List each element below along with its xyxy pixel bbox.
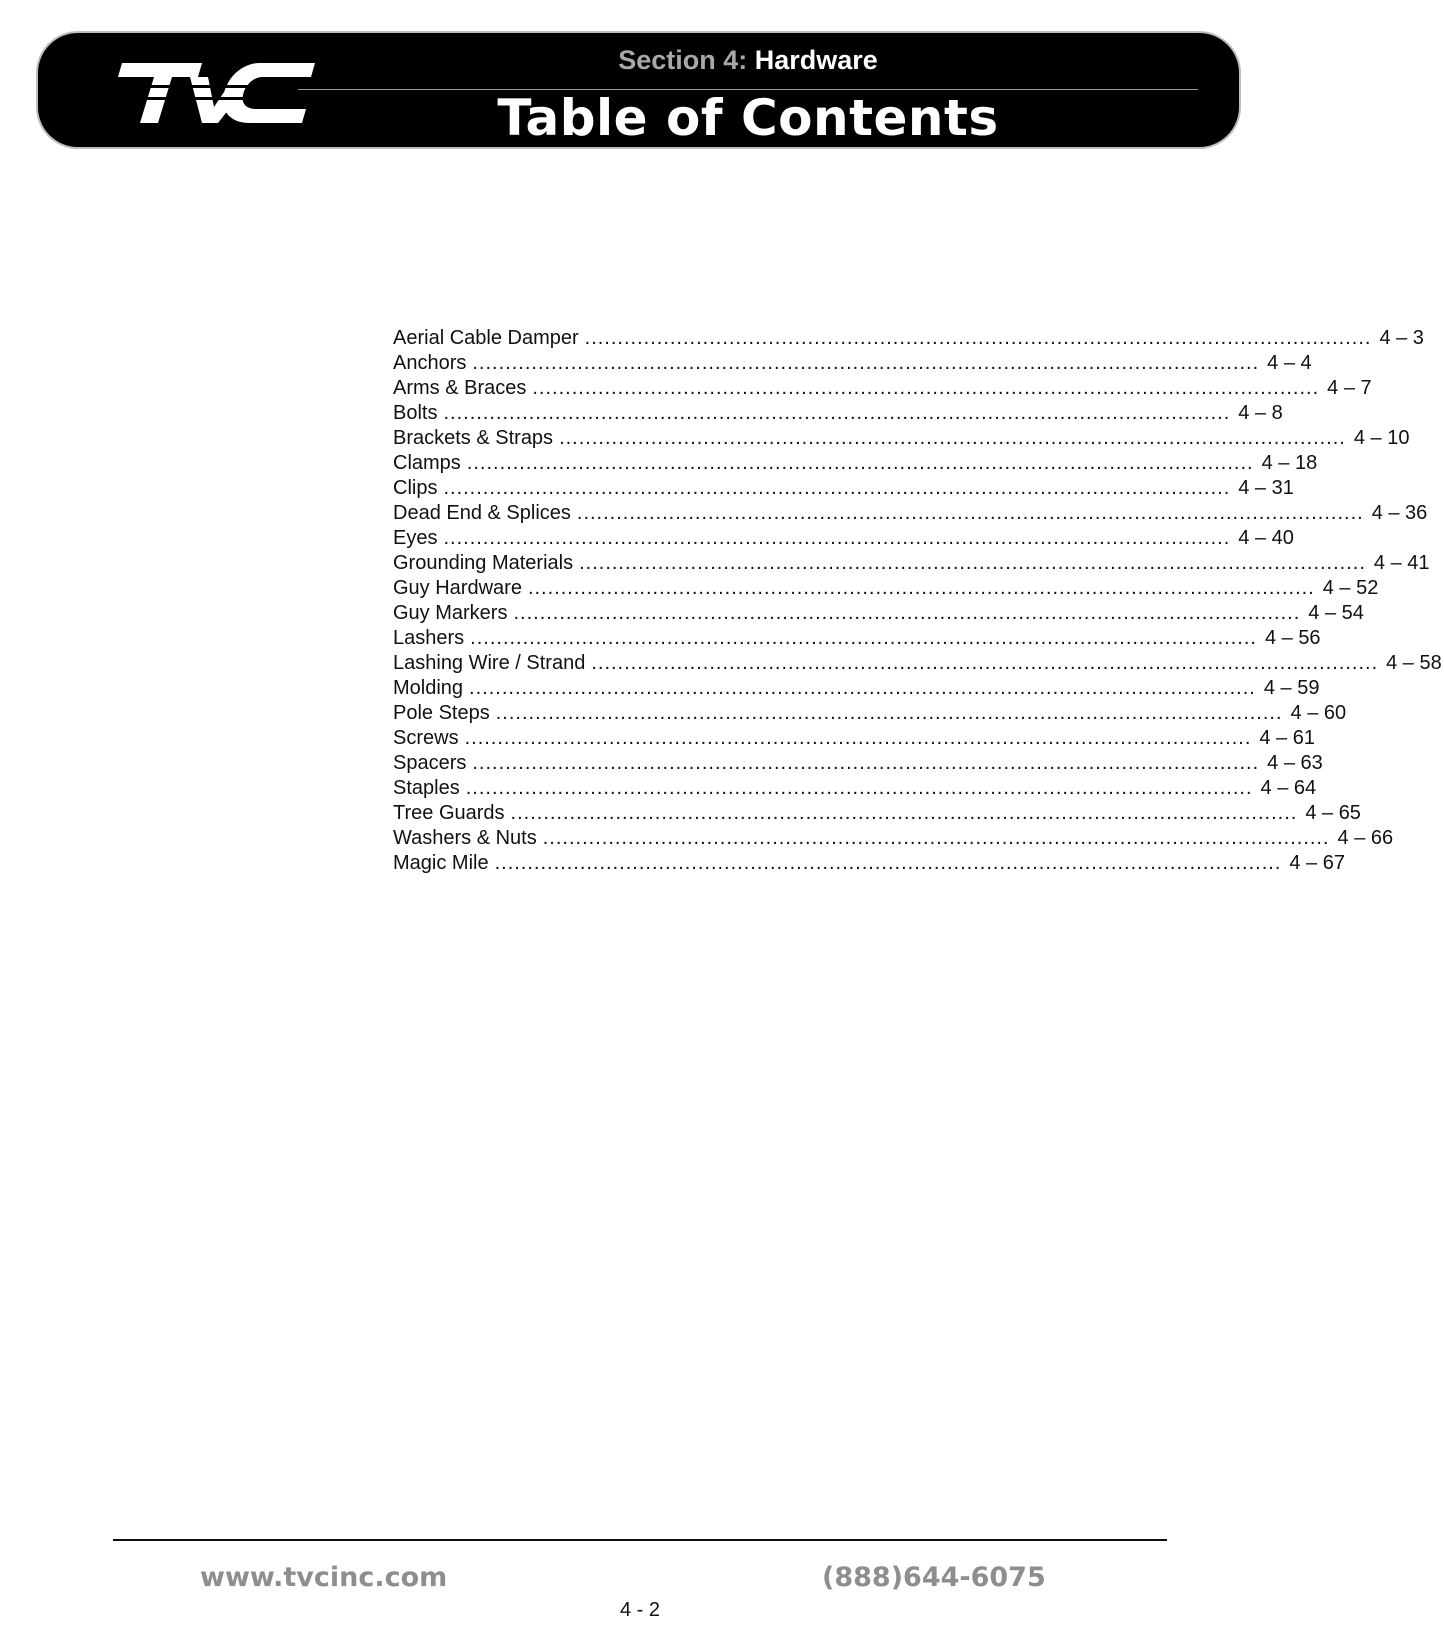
toc-entry-label: Screws (393, 727, 459, 749)
toc-entry-label: Eyes (393, 527, 438, 549)
toc-entry-page: 4 – 10 (1353, 427, 1410, 449)
toc-entry[interactable] (393, 501, 1428, 526)
toc-entry-page: 4 – 3 (1379, 327, 1424, 349)
toc-entry-page: 4 – 67 (1289, 852, 1345, 874)
toc-entry-label: Clips (393, 477, 438, 499)
toc-entry-page: 4 – 31 (1238, 477, 1294, 499)
toc-entry-label: Aerial Cable Damper (393, 327, 579, 349)
toc-entry-page: 4 – 52 (1322, 577, 1379, 599)
toc-entry-page: 4 – 8 (1238, 402, 1283, 424)
toc-dot-leader: ........................................................................................................................ (591, 652, 1379, 674)
toc-entry-page: 4 – 40 (1238, 527, 1294, 549)
table-of-contents (393, 326, 1442, 876)
toc-entry[interactable] (393, 576, 1379, 601)
header-banner (38, 33, 1239, 147)
toc-entry[interactable] (393, 426, 1410, 451)
toc-dot-leader: ........................................................................................................................ (559, 427, 1346, 449)
section-heading (298, 41, 1198, 79)
toc-entry-page: 4 – 41 (1373, 552, 1430, 574)
toc-entry[interactable] (393, 826, 1394, 851)
toc-entry-label: Washers & Nuts (393, 827, 537, 849)
section-prefix: Section 4: (618, 45, 748, 75)
toc-entry-page: 4 – 63 (1267, 752, 1323, 774)
toc-dot-leader: ........................................................................................................................ (469, 677, 1256, 699)
toc-dot-leader: ........................................................................................................................ (576, 502, 1364, 524)
toc-entry[interactable] (393, 726, 1315, 751)
toc-entry[interactable] (393, 676, 1320, 701)
toc-entry-page: 4 – 7 (1327, 377, 1372, 399)
toc-dot-leader: ........................................................................................................................ (542, 827, 1330, 849)
toc-entry-label: Clamps (393, 452, 461, 474)
section-name: Hardware (754, 45, 878, 75)
toc-entry-page: 4 – 60 (1290, 702, 1347, 724)
toc-dot-leader: ........................................................................................................................ (532, 377, 1320, 399)
toc-entry-label: Magic Mile (393, 852, 489, 874)
toc-dot-leader: ........................................................................................................................ (464, 727, 1252, 749)
toc-entry-page: 4 – 56 (1264, 627, 1321, 649)
toc-entry[interactable] (393, 401, 1283, 426)
tvc-logo (110, 49, 320, 133)
toc-entry-label: Arms & Braces (393, 377, 527, 399)
toc-dot-leader: ........................................................................................................................ (513, 602, 1301, 624)
toc-entry-label: Bolts (393, 402, 438, 424)
toc-dot-leader: ........................................................................................................................ (466, 452, 1254, 474)
toc-entry-label: Tree Guards (393, 802, 505, 824)
toc-entry[interactable] (393, 551, 1430, 576)
toc-dot-leader: ........................................................................................................................ (443, 477, 1231, 499)
toc-entry-page: 4 – 66 (1337, 827, 1394, 849)
toc-dot-leader: ........................................................................................................................ (472, 752, 1260, 774)
toc-entry[interactable] (393, 526, 1294, 551)
toc-entry[interactable] (393, 851, 1345, 876)
toc-entry[interactable] (393, 801, 1361, 826)
toc-entry-page: 4 – 58 (1386, 652, 1442, 674)
toc-entry[interactable] (393, 751, 1323, 776)
toc-entry-label: Spacers (393, 752, 467, 774)
toc-entry-page: 4 – 64 (1260, 777, 1317, 799)
toc-entry[interactable] (393, 451, 1318, 476)
toc-entry-label: Guy Markers (393, 602, 508, 624)
toc-entry-label: Lashing Wire / Strand (393, 652, 586, 674)
toc-entry-label: Brackets & Straps (393, 427, 554, 449)
toc-entry[interactable] (393, 351, 1312, 376)
page-number: 4 - 2 (619, 1599, 661, 1621)
toc-dot-leader: ........................................................................................................................ (510, 802, 1298, 824)
toc-entry[interactable] (393, 476, 1294, 501)
page-title: Table of Contents (497, 89, 999, 147)
toc-entry-label: Pole Steps (393, 702, 490, 724)
toc-entry-page: 4 – 65 (1305, 802, 1361, 824)
toc-dot-leader: ........................................................................................................................ (443, 402, 1231, 424)
toc-dot-leader: ........................................................................................................................ (494, 852, 1282, 874)
toc-dot-leader: ........................................................................................................................ (527, 577, 1315, 599)
toc-entry-label: Guy Hardware (393, 577, 522, 599)
toc-entry[interactable] (393, 701, 1347, 726)
toc-dot-leader: ........................................................................................................................ (584, 327, 1372, 349)
toc-entry-label: Molding (393, 677, 464, 699)
toc-dot-leader: ........................................................................................................................ (470, 627, 1257, 649)
toc-dot-leader: ........................................................................................................................ (443, 527, 1231, 549)
toc-entry-label: Anchors (393, 352, 467, 374)
toc-entry[interactable] (393, 601, 1364, 626)
footer-phone-number: (888)644-6075 (822, 1562, 1046, 1593)
toc-dot-leader: ........................................................................................................................ (472, 352, 1260, 374)
toc-entry[interactable] (393, 326, 1424, 351)
footer-website-link[interactable]: www.tvcinc.com (200, 1562, 448, 1593)
toc-entry-page: 4 – 18 (1261, 452, 1318, 474)
toc-entry[interactable] (393, 776, 1317, 801)
toc-entry[interactable] (393, 626, 1321, 651)
toc-entry[interactable] (393, 651, 1442, 676)
toc-entry-label: Lashers (393, 627, 465, 649)
toc-dot-leader: ........................................................................................................................ (465, 777, 1253, 799)
toc-entry-page: 4 – 36 (1371, 502, 1428, 524)
toc-dot-leader: ........................................................................................................................ (495, 702, 1283, 724)
toc-entry-label: Staples (393, 777, 460, 799)
toc-entry-label: Grounding Materials (393, 552, 574, 574)
footer-divider (113, 1539, 1167, 1541)
toc-entry[interactable] (393, 376, 1372, 401)
toc-entry-label: Dead End & Splices (393, 502, 571, 524)
toc-entry-page: 4 – 59 (1263, 677, 1320, 699)
toc-entry-page: 4 – 54 (1308, 602, 1364, 624)
toc-entry-page: 4 – 4 (1267, 352, 1312, 374)
toc-entry-page: 4 – 61 (1259, 727, 1315, 749)
toc-dot-leader: ........................................................................................................................ (579, 552, 1366, 574)
